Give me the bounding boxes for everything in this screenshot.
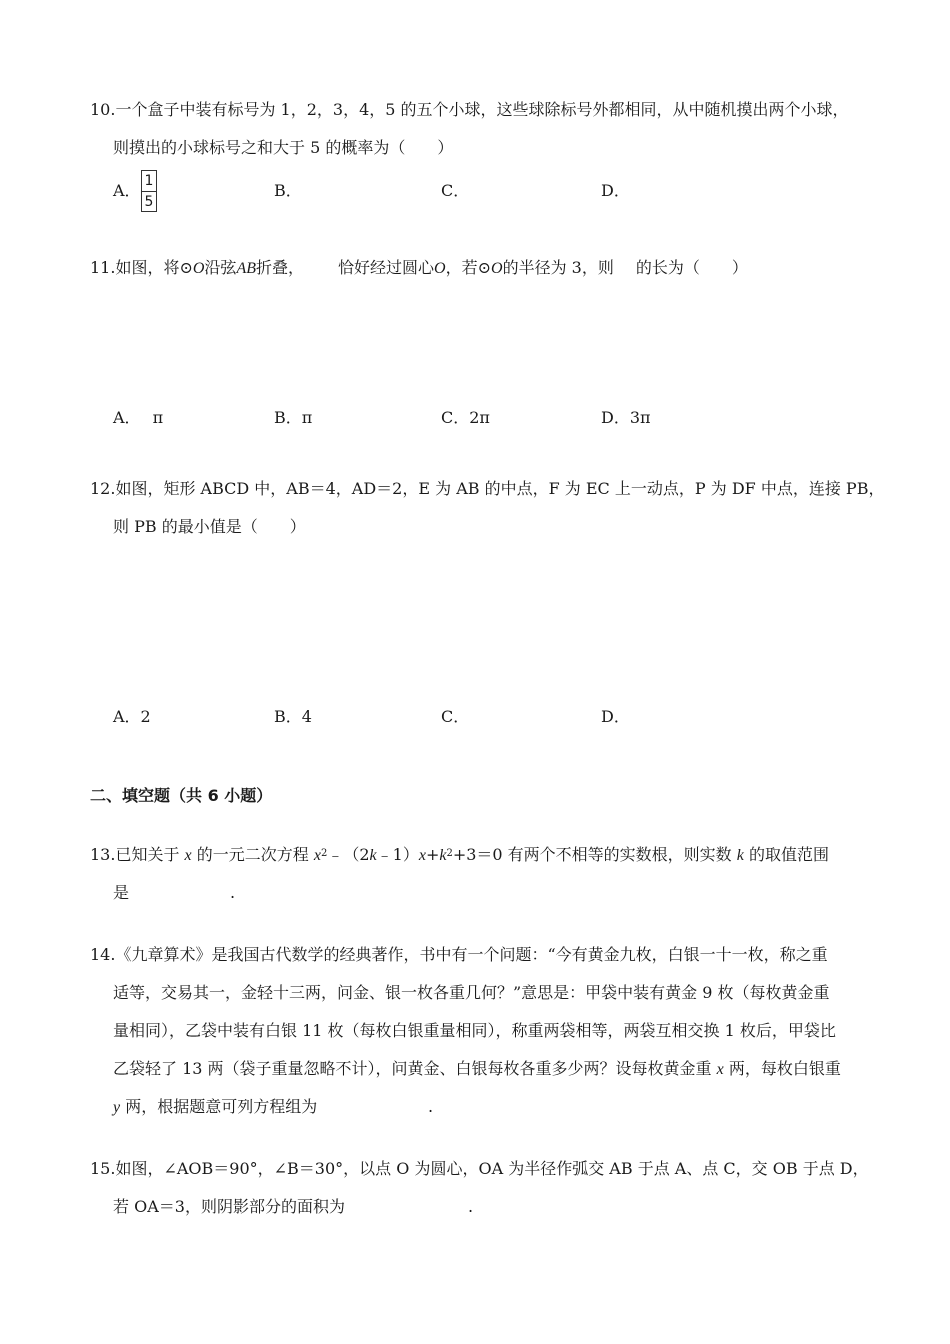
q11-var: AB bbox=[236, 260, 256, 277]
q14-line2: 适等，交易其一，金轻十三两，问金、银一枚各重几何？”意思是：甲袋中装有黄金 9 枚（每枚黄金重 bbox=[113, 983, 830, 1002]
q10-line1: 10.一个盒子中装有标号为 1，2，3，4，5 的五个小球，这些球除标号外都相同，从中随机摸出两个小球， bbox=[90, 100, 849, 119]
q13-var: k bbox=[369, 847, 377, 864]
q13-text: 的取值范围 bbox=[748, 845, 829, 864]
q14-line5 bbox=[113, 1097, 317, 1118]
q10-line2: 则摸出的小球标号之和大于 5 的概率为（ ） bbox=[113, 138, 454, 157]
q13-var: k bbox=[439, 847, 447, 864]
q11-option-b: B．π bbox=[274, 408, 313, 427]
q13-exponent: 2 bbox=[320, 848, 328, 859]
q13-var: x bbox=[184, 847, 192, 864]
q11-text: 折叠， bbox=[255, 258, 304, 277]
q14-var-x: x bbox=[716, 1061, 724, 1078]
q13-var: k bbox=[736, 847, 744, 864]
q13-text: ﹣（2 bbox=[327, 845, 370, 864]
q11-text: 恰好经过圆心 bbox=[338, 258, 435, 277]
q11-var: O bbox=[192, 260, 205, 277]
q11-text: ，若⊙ bbox=[445, 258, 491, 277]
q15-line2: 若 OA＝3，则阴影部分的面积为 bbox=[113, 1197, 345, 1216]
q15-blank-end: . bbox=[468, 1197, 474, 1216]
q14-text: 两，根据题意可列方程组为 bbox=[125, 1097, 318, 1116]
q12-line2: 则 PB 的最小值是（ ） bbox=[113, 517, 306, 536]
q14-line1: 14.《九章算术》是我国古代数学的经典著作，书中有一个问题：“今有黄金九枚，白银一十一枚，称之重 bbox=[90, 945, 828, 964]
q12-option-d: D． bbox=[601, 707, 630, 726]
q13-line2: 是 bbox=[113, 883, 130, 902]
q12-line1: 12.如图，矩形 ABCD 中，AB＝4，AD＝2，E 为 AB 的中点，F 为 EC 上一动点，P 为 DF 中点，连接 PB， bbox=[90, 479, 885, 498]
section-title: 二、填空题（共 6 小题） bbox=[90, 786, 273, 805]
q13-text: +3＝0 有两个不相等的实数根，则实数 bbox=[452, 845, 732, 864]
q11-var: O bbox=[434, 260, 446, 277]
q15-line1: 15.如图，∠AOB＝90°，∠B＝30°，以点 O 为圆心，OA 为半径作弧交 AB 于点 A、点 C，交 OB 于点 D， bbox=[90, 1159, 869, 1178]
fraction-numerator: 1 bbox=[144, 173, 154, 189]
q11-option-a bbox=[113, 408, 163, 428]
q11-option-a-label: A． bbox=[113, 408, 141, 427]
q12-option-a: A．2 bbox=[113, 707, 151, 726]
q13-text: ﹣1） bbox=[376, 845, 419, 864]
q14-text: 乙袋轻了 13 两（袋子重量忽略不计），问黄金、白银每枚各重多少两？设每枚黄金重 bbox=[113, 1059, 712, 1078]
q13-text: + bbox=[425, 845, 440, 864]
q13-line1 bbox=[90, 845, 829, 866]
q11-text: 沿弦 bbox=[204, 258, 237, 277]
q14-line4 bbox=[113, 1059, 841, 1080]
q13-blank-end: . bbox=[230, 883, 236, 902]
q11-text: 11.如图，将⊙ bbox=[90, 258, 193, 277]
q10-option-a-fraction bbox=[141, 170, 157, 212]
q11-var: O bbox=[491, 260, 503, 277]
q10-option-b: B． bbox=[274, 181, 302, 200]
q11-option-a-value: π bbox=[152, 408, 164, 427]
q13-text: 的一元二次方程 bbox=[196, 845, 309, 864]
q12-option-b: B．4 bbox=[274, 707, 312, 726]
q13-var: x bbox=[313, 847, 321, 864]
q10-option-c: C． bbox=[441, 181, 470, 200]
q11-option-d: D．3π bbox=[601, 408, 651, 427]
q13-exponent: 2 bbox=[446, 848, 453, 859]
q11-text: 的半径为 3，则 bbox=[502, 258, 614, 277]
q11-stem bbox=[90, 258, 748, 279]
q13-text: 13.已知关于 bbox=[90, 845, 180, 864]
q14-blank-end: . bbox=[428, 1097, 434, 1116]
q14-text: 两，每枚白银重 bbox=[728, 1059, 841, 1078]
fraction-denominator: 5 bbox=[142, 191, 156, 212]
q13-var: x bbox=[418, 847, 426, 864]
q10-option-d: D． bbox=[601, 181, 630, 200]
q14-var-y: y bbox=[113, 1099, 121, 1116]
q14-line3: 量相同），乙袋中装有白银 11 枚（每枚白银重量相同），称重两袋相等，两袋互相交换 1 枚后，甲袋比 bbox=[113, 1021, 836, 1040]
q11-option-c: C．2π bbox=[441, 408, 490, 427]
q12-option-c: C． bbox=[441, 707, 470, 726]
q10-option-a-label: A． bbox=[113, 181, 141, 200]
q11-text: 的长为（ ） bbox=[635, 258, 748, 277]
